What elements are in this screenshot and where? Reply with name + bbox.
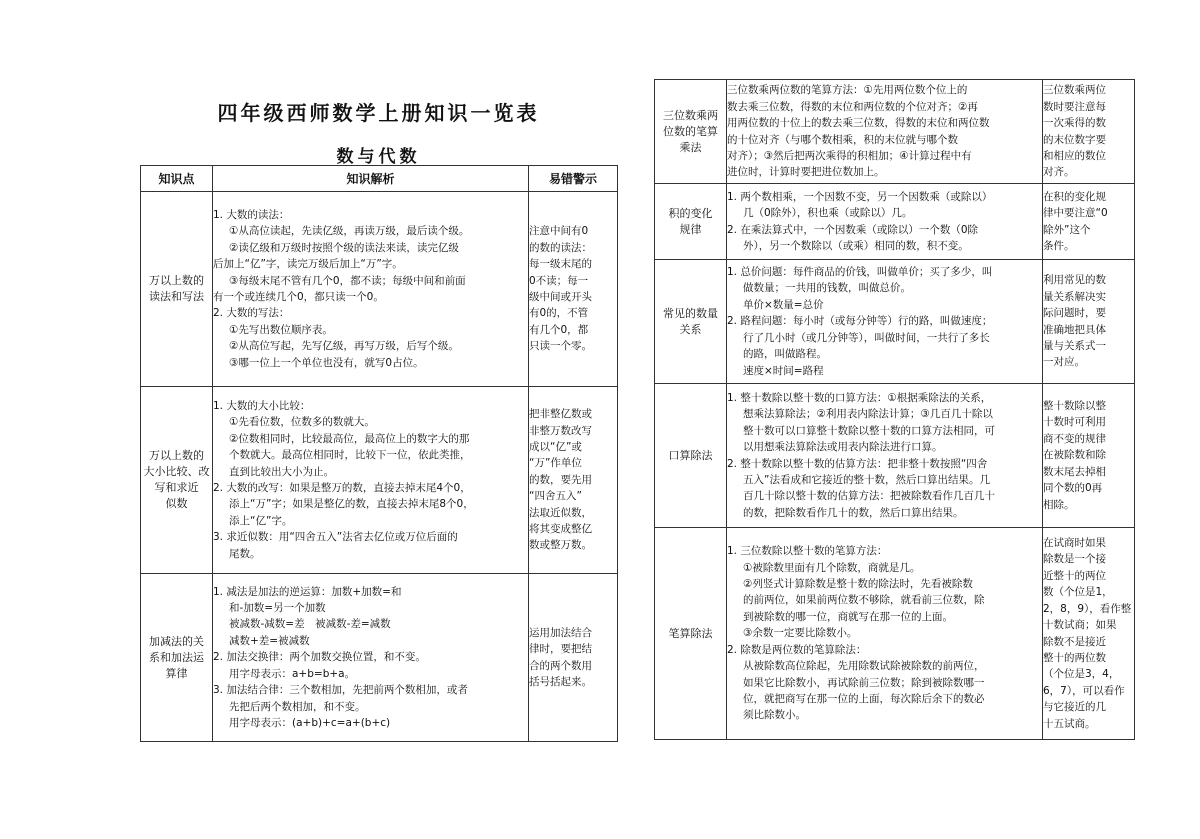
topic-cell — [655, 528, 727, 740]
warning-line: 数或整万数。 — [529, 539, 592, 552]
content-line: 如果它比除数小，再试除前三位数；除到被除数哪一 — [743, 676, 985, 689]
warning-line: “万”作单位 — [529, 457, 582, 470]
content-line: 2. 大数的写法： — [213, 307, 290, 320]
table-row — [655, 184, 1135, 260]
warning-line: 级中间或开头 — [529, 291, 592, 303]
content-line: 位，就把商写在那一位的上面，每次除后余下的数必 — [743, 692, 985, 705]
warning-line: 在被除数和除 — [1043, 449, 1106, 462]
topic-line: 规律 — [679, 222, 702, 236]
content-line: 减数+差=被减数 — [229, 634, 310, 647]
topic-line: 写和求近 — [154, 481, 199, 494]
content-line: 1. 大数的大小比较： — [213, 399, 311, 412]
warning-line: 利用常见的数 — [1043, 274, 1106, 287]
content-line: ③余数一定要比除数小。 — [743, 627, 858, 640]
content-line: 三位数乘两位数的笔算方法：①先用两位数个位上的 — [727, 84, 968, 97]
warning-line: 有几个0，都 — [529, 323, 589, 336]
warning-line: 数时要注意每 — [1043, 100, 1106, 113]
warning-line: 十数试商；如果 — [1043, 619, 1117, 632]
content-cell — [727, 528, 1043, 740]
warning-cell — [1043, 384, 1135, 528]
content-line: 2. 路程问题：每小时（或每分钟等）行的路，叫做速度； — [727, 315, 993, 328]
warning-line: 相除。 — [1043, 498, 1075, 511]
warning-line: 律时，要把结 — [529, 643, 592, 656]
table-row — [655, 528, 1135, 740]
header-warning: 易错警示 — [529, 166, 618, 192]
content-line: 用两位数的十位上的数去乘三位数，得数的末位和两位数 — [727, 117, 990, 130]
content-line: 想乘法算除法；②利用表内除法计算；③几百几十除以 — [743, 408, 993, 421]
content-line: 和-加数=另一个加数 — [229, 602, 326, 615]
content-line: 的十位对齐（与哪个数相乘，积的末位就与哪个数 — [727, 133, 958, 146]
warning-line: 每一级末尾的 — [529, 258, 592, 271]
knowledge-table-left — [140, 165, 618, 742]
table-row — [655, 260, 1135, 384]
content-line: 的前两位，如果前两位数不够除，就看前三位数，除 — [743, 594, 985, 607]
warning-cell — [1043, 80, 1135, 184]
warning-cell — [529, 192, 618, 387]
warning-line: 际问题时，要 — [1043, 307, 1106, 320]
topic-line: 乘法 — [679, 140, 702, 154]
content-line: 百几十除以整十数的估算方法：把被除数看作几百几十 — [743, 490, 995, 503]
topic-line: 万以上数的 — [149, 449, 204, 462]
warning-cell — [529, 387, 618, 574]
warning-line: 运用加法结合 — [529, 626, 592, 639]
content-line: 添上“万”字；如果是整亿的数，直接去掉末尾8个0， — [229, 498, 474, 511]
content-line: 1. 大数的读法： — [213, 208, 290, 221]
content-line: ①先写出数位顺序表。 — [229, 323, 333, 336]
warning-line: 三位数乘两位 — [1043, 84, 1106, 97]
topic-line: 关系 — [679, 322, 702, 336]
content-line: 1. 减法是加法的逆运算：加数+加数=和 — [213, 585, 402, 598]
content-line: 1. 两个数相乘，一个因数不变，另一个因数乘（或除以） — [727, 190, 993, 203]
warning-line: 条件。 — [1043, 239, 1075, 252]
content-line: ③哪一位上一个单位也没有，就写0占位。 — [229, 356, 424, 369]
content-line: 几（0除外），积也乘（或除以）几。 — [743, 207, 913, 220]
content-line: 直到比较出大小为止。 — [229, 465, 334, 478]
content-line: ①从高位读起，先读亿级，再读万级，最后读个级。 — [229, 225, 470, 238]
warning-line: 0不读；每一 — [529, 274, 589, 287]
content-cell — [213, 574, 529, 742]
topic-cell — [141, 574, 213, 742]
warning-line: 2，8，9），看作整 — [1043, 602, 1132, 615]
warning-line: 的末位数字要 — [1043, 133, 1106, 146]
content-line: 速度×时间=路程 — [743, 364, 824, 377]
content-line: 2. 整十数除以整十数的估算方法：把非整十数按照“四舍 — [727, 457, 988, 470]
content-line: 1. 总价问题：每件商品的价钱，叫做单价；买了多少，叫 — [727, 266, 993, 279]
content-line: 2. 在乘法算式中，一个因数乘（或除以）一个数（0除 — [727, 223, 979, 236]
content-line: 3. 求近似数：用“四舍五入”法省去亿位或万位后面的 — [213, 531, 458, 544]
topic-cell — [141, 387, 213, 574]
warning-line: 除数不是接近 — [1043, 635, 1106, 648]
warning-line: 注意中间有0 — [529, 225, 589, 238]
topic-cell — [655, 80, 727, 184]
warning-line: 近整十的两位 — [1043, 569, 1106, 582]
content-line: 后加上“亿”字，读完万级后加上“万”字。 — [213, 258, 403, 271]
content-line: 用字母表示：a+b=b+a。 — [229, 667, 356, 680]
warning-line: 和相应的数位 — [1043, 149, 1106, 162]
warning-line: 在试商时如果 — [1043, 537, 1106, 550]
topic-line: 读法和写法 — [149, 290, 204, 303]
topic-cell — [141, 192, 213, 387]
content-line: ③每级末尾不管有几个0，都不读；每级中间和前面 — [229, 274, 466, 287]
content-line: 的路，叫做路程。 — [743, 348, 827, 361]
table-row — [655, 384, 1135, 528]
content-line: 进位时，计算时要把进位数加上。 — [727, 166, 885, 179]
warning-line: 除数是一个接 — [1043, 553, 1106, 566]
content-line: 添上“亿”字。 — [229, 514, 293, 527]
warning-line: 对齐。 — [1043, 166, 1075, 179]
content-line: 3. 加法结合律：三个数相加，先把前两个数相加，或者 — [213, 684, 468, 697]
warning-line: 商不变的规律 — [1043, 432, 1106, 445]
warning-line: 律中要注意“0 — [1043, 207, 1108, 220]
warning-line: 合的两个数用 — [529, 659, 592, 672]
content-line: 1. 整十数除以整十数的口算方法：①根据乘除法的关系， — [727, 391, 992, 404]
warning-line: 量关系解决实 — [1043, 290, 1106, 303]
warning-line: 在积的变化规 — [1043, 190, 1106, 203]
topic-line: 常见的数量 — [663, 306, 718, 320]
table-row — [141, 387, 618, 574]
warning-line: 的数，要先用 — [529, 473, 592, 486]
content-line: 2. 大数的改写：如果是整万的数，直接去掉末尾4个0， — [213, 482, 471, 494]
content-line: 做数量；一共用的钱数，叫做总价。 — [743, 282, 911, 295]
warning-line: 6，7），可以看作 — [1043, 684, 1125, 697]
content-line: 五入”法看成和它接近的整十数，然后口算出结果。几 — [743, 473, 990, 486]
content-line: 2. 除数是两位数的笔算除法： — [727, 643, 867, 656]
topic-cell — [655, 184, 727, 260]
topic-cell — [655, 260, 727, 384]
warning-cell — [529, 574, 618, 742]
topic-line: 三位数乘两 — [663, 108, 718, 122]
topic-cell — [655, 384, 727, 528]
content-line: 单价×数量=总价 — [743, 298, 824, 311]
content-line: 1. 三位数除以整十数的笔算方法： — [727, 545, 888, 558]
warning-line: 括号括起来。 — [529, 675, 592, 688]
content-line: 用字母表示：(a+b)+c=a+(b+c) — [229, 716, 391, 729]
warning-line: 非整万数改写 — [529, 424, 592, 437]
warning-line: 数末尾去掉相 — [1043, 465, 1106, 478]
warning-line: 整十数除以整 — [1043, 400, 1106, 413]
content-line: 到被除数的哪一位，商就写在那一位的上面。 — [743, 610, 953, 623]
warning-line: 只读一个零。 — [529, 340, 592, 353]
content-line: 被减数-减数=差 被减数-差=减数 — [229, 618, 391, 631]
warning-line: 十五试商。 — [1043, 717, 1096, 730]
topic-line: 口算除法 — [668, 448, 713, 462]
table-row — [141, 574, 618, 742]
content-cell — [213, 387, 529, 574]
content-line: 外），另一个数除以（或乘）相同的数，积不变。 — [743, 239, 969, 252]
topic-line: 大小比较、改 — [143, 465, 210, 478]
content-cell — [727, 260, 1043, 384]
content-line: ①被除数里面有几个除数，商就是几。 — [743, 561, 921, 574]
content-line: ②读亿级和万级时按照个级的读法来读，读完亿级 — [229, 241, 459, 254]
content-line: 2. 加法交换律：两个加数交换位置，和不变。 — [213, 651, 426, 664]
topic-line: 似数 — [165, 497, 188, 510]
content-cell — [727, 184, 1043, 260]
content-line: 须比除数小。 — [743, 709, 806, 722]
page-title: 四年级西师数学上册知识一览表 — [217, 101, 540, 125]
warning-line: 量与关系式一 — [1043, 339, 1106, 352]
warning-line: 把非整亿数或 — [529, 408, 592, 421]
warning-cell — [1043, 260, 1135, 384]
topic-line: 位数的笔算 — [663, 124, 718, 138]
content-cell — [213, 192, 529, 387]
content-line: 对齐）；③然后把两次乘得的积相加；④计算过程中有 — [727, 149, 972, 162]
content-line: 以用想乘法算除法或用表内除法进行口算。 — [743, 441, 943, 454]
header-analysis: 知识解析 — [213, 166, 529, 192]
content-line: 的数，把除数看作几十的数，然后口算出结果。 — [743, 506, 964, 519]
warning-line: 十数时可利用 — [1043, 416, 1106, 429]
warning-cell — [1043, 184, 1135, 260]
topic-line: 算律 — [165, 666, 188, 680]
warning-cell — [1043, 528, 1135, 740]
warning-line: 准确地把具体 — [1043, 323, 1106, 336]
warning-line: 的数的读法： — [529, 241, 592, 254]
content-line: 从被除数高位除起，先用除数试除被除数的前两位， — [743, 660, 985, 673]
content-line: 行了几小时（或几分钟等），叫做时间，一共行了多长 — [743, 331, 990, 344]
warning-line: 法取近似数， — [529, 506, 592, 519]
topic-line: 笔算除法 — [668, 626, 713, 640]
content-line: 尾数。 — [229, 547, 261, 560]
content-line: ②列竖式计算除数是整十数的除法时，先看被除数 — [743, 578, 973, 591]
topic-line: 积的变化 — [668, 206, 713, 220]
table-header-row — [141, 166, 618, 192]
topic-line: 加减法的关 — [149, 634, 204, 648]
table-row — [141, 192, 618, 387]
content-cell — [727, 80, 1043, 184]
warning-line: 有0的，不管 — [529, 307, 589, 320]
warning-line: 整十的两位数 — [1043, 651, 1106, 664]
content-line: ②位数相同时，比较最高位，最高位上的数字大的那 — [229, 432, 470, 445]
section-subtitle: 数与代数 — [336, 147, 421, 167]
header-topic: 知识点 — [141, 166, 213, 192]
warning-line: 成以“亿”或 — [529, 440, 582, 453]
table-row — [655, 80, 1135, 184]
warning-line: 数（个位是1， — [1043, 586, 1113, 599]
warning-line: 除外”这个 — [1043, 223, 1091, 236]
warning-line: 与它接近的几 — [1043, 701, 1106, 714]
content-line: 数去乘三位数，得数的末位和两位数的个位对齐；②再 — [727, 100, 978, 113]
warning-line: 一对应。 — [1043, 356, 1085, 369]
warning-line: “四舍五入” — [529, 490, 582, 503]
topic-line: 系和加法运 — [149, 650, 204, 664]
warning-line: 将其变成整亿 — [529, 523, 592, 536]
content-line: ②从高位写起，先写亿级，再写万级，后写个级。 — [229, 340, 459, 353]
warning-line: （个位是3，4， — [1043, 668, 1120, 681]
knowledge-table-right — [654, 79, 1135, 740]
warning-line: 同个数的0再 — [1043, 482, 1103, 495]
content-line: ①先看位数，位数多的数就大。 — [229, 416, 375, 429]
content-line: 先把后两个数相加，和不变。 — [229, 700, 366, 713]
content-line: 整十数可以口算整十数除以整十数的口算方法相同，可 — [743, 424, 995, 437]
content-cell — [727, 384, 1043, 528]
warning-line: 一次乘得的数 — [1043, 117, 1106, 130]
content-line: 有一个或连续几个0，都只读一个0。 — [213, 291, 384, 303]
topic-line: 万以上数的 — [149, 274, 204, 287]
content-line: 个数就大。最高位相同时，比较下一位，依此类推， — [229, 449, 471, 462]
